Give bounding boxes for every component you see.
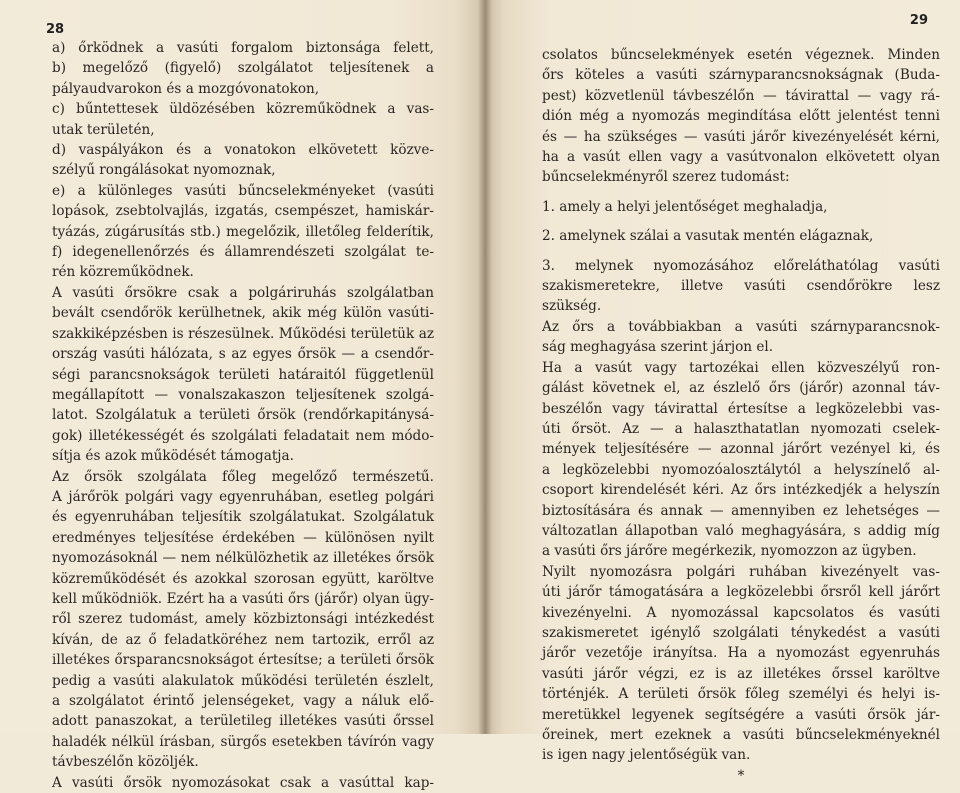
text-line: változatlan állapotban való meghagyására, s addig míg <box>542 522 940 539</box>
text-line: szakismeretekre, illetve vasúti csendőrökre lesz <box>542 278 940 295</box>
text-line: illetékes őrsparancsnokságot értesítse; a területi őrsök <box>52 652 434 669</box>
text-line: bevált csendőrök kerülhetnek, akik még külön vasúti- <box>52 305 434 322</box>
text-line: pályaudvarokon és a mozgóvonatokon, <box>52 80 320 97</box>
text-line: a szolgálatot érintő jelenségeket, vagy a náluk elő- <box>52 693 434 709</box>
text-line: is igen nagy jelentőségük van. <box>542 747 751 764</box>
text-line: a vasúti őrs járőre megérkezik, nyomozzon az ügyben. <box>542 543 917 560</box>
text-line: nyomozásoknál — nem nélkülözhetik az illetékes őrsök <box>52 550 434 567</box>
text-line: eredményes teljesítése érdekében — különösen nyilt <box>52 529 434 546</box>
text-line: e) a különleges vasúti bűncselekményeket (vasúti <box>52 182 434 199</box>
text-line: csolatos bűncselekmények esetén végeznek. Minden <box>542 47 940 63</box>
text-line: b) megelőző (figyelő) szolgálatot teljesítenek a <box>52 60 434 77</box>
text-line: c) bűntettesek üldözésében közreműködnek a vas- <box>52 101 434 118</box>
text-line: távbeszélőn közöljék. <box>52 754 199 771</box>
text-line: ha a vasút ellen vagy a vasútvonalon elkövetett olyan <box>542 149 940 166</box>
text-line: szakismeretet igénylő szolgálati ténykedést a vasúti <box>542 624 940 641</box>
page-number: 29 <box>909 13 928 28</box>
spacer <box>542 188 940 197</box>
text-line: dión még a nyomozás megindítása előtt jelentést tenni <box>542 108 940 125</box>
text-line: A vasúti őrsökre csak a polgáriruhás szolgálatban <box>52 284 434 301</box>
text-line: úti őrsöt. Az — a halaszthatatlan nyomozati cselek- <box>542 420 940 437</box>
right-page-text <box>542 45 940 786</box>
text-line: őrs köteles a vasúti szárnyparancsnokságnak (Buda- <box>542 67 940 84</box>
text-line: f) idegenellenőrzés és államrendészeti szolgálat te- <box>52 244 434 261</box>
text-line: d) vaspályákon és a vonatokon elkövetett közve- <box>52 142 434 159</box>
text-line: A vasúti őrsök nyomozásokat csak a vasúttal kap- <box>52 774 434 791</box>
text-line: kíván, de az ő feladatköréhez nem tartozik, erről az <box>52 631 434 648</box>
text-line: bűncselekményről szerez tudomást: <box>542 169 790 186</box>
text-line: 1. amely a helyi jelentőséget meghaladja, <box>542 198 828 215</box>
text-line: latot. Szolgálatuk a területi őrsök (rendőrkapitánysá- <box>52 407 434 424</box>
text-line: Az őrsök szolgálata főleg megelőző természetű. <box>52 468 434 485</box>
text-line: közreműködését és azokkal szorosan együtt, karöltve <box>52 570 434 587</box>
text-line: gálást követnek el, az észlelő őrs (járőr) azonnal táv- <box>542 380 940 397</box>
text-line: úti járőr támogatására a legközelebbi őrsről kell járőrt <box>542 584 940 601</box>
text-line: szélyű rongálásokat nyomoznak, <box>52 162 276 179</box>
text-line: ország vasúti hálózata, s az egyes őrsök — a csendőr- <box>52 346 434 363</box>
text-line: tyázás, zúgárusítás stb.) megelőzik, illetőleg felderítik, <box>52 223 434 240</box>
text-line: szakkiképzésben is részesülnek. Működési területük az <box>52 325 434 342</box>
text-line: kivezényelni. A nyomozással kapcsolatos és vasúti <box>542 604 940 621</box>
text-line: pedig a vasúti alakulatok működési területén észlelt, <box>52 672 434 689</box>
text-line: Nyilt nyomozásra polgári ruhában kivezényelt vas- <box>542 563 940 580</box>
left-page-text <box>52 38 434 793</box>
text-line: a) őrködnek a vasúti forgalom biztonsága felett, <box>52 40 434 56</box>
text-line: megállapított — vonalszakaszon teljesítenek szolgá- <box>52 386 434 403</box>
text-line: kell működniök. Ezért ha a vasúti őrs (járőr) olyan ügy- <box>52 590 434 607</box>
text-line: meretükkel legyenek segítségére a vasúti őrsök jár- <box>542 706 940 723</box>
text-line: gok) illetékességét és szolgálati feladatait nem módo- <box>52 427 434 444</box>
text-line: Az őrs a továbbiakban a vasúti szárnyparancsnok- <box>542 318 940 335</box>
text-line: és — ha szükséges — vasúti járőr kivezényelését kérni, <box>542 128 940 145</box>
text-line: haladék nélkül írásban, sürgős esetekben távírón vagy <box>52 733 434 750</box>
right-page <box>485 0 960 784</box>
text-line: beszélőn vagy távirattal értesítse a legközelebbi vas- <box>542 400 940 417</box>
text-line: 2. amelynek szálai a vasutak mentén elágaznak, <box>542 228 874 245</box>
text-line: adott panaszokat, a területileg illetékes vasúti őrssel <box>52 713 434 730</box>
text-line: csoport kirendelését kéri. Az őrs intézkedjék a helyszín <box>542 482 940 499</box>
book-gutter <box>478 0 492 734</box>
text-line: 3. melynek nyomozásához előreláthatólag vasúti <box>542 257 940 274</box>
text-line: ság meghagyása szerint járjon el. <box>542 339 774 356</box>
text-line: pest) közvetlenül távbeszélőn — távirattal — vagy rá- <box>542 87 940 104</box>
text-line: sítja és azok működését támogatja. <box>52 448 294 465</box>
spacer <box>542 217 940 226</box>
text-line: mények teljesítésére — azonnal járőrt vezényel ki, és <box>542 441 940 458</box>
page-number: 28 <box>46 22 65 37</box>
text-line: ről szerez tudomást, amely közbiztonsági intézkedést <box>52 611 434 628</box>
text-line: járőr vezetője irányítsa. Ha a nyomozást egyenruhás <box>542 645 940 662</box>
text-line: a legközelebbi nyomozóalosztálytól a helyszínelő al- <box>542 461 940 478</box>
text-line: biztosítására és annak — amennyiben ez lehetséges — <box>542 502 940 519</box>
text-line: őreinek, mert ezeknek a vasúti bűncselekményeknél <box>542 727 940 743</box>
text-line: rén közreműködnek. <box>52 264 194 281</box>
text-line: szükség. <box>542 298 602 315</box>
text-line: A járőrök polgári vagy egyenruhában, esetleg polgári <box>52 488 434 505</box>
text-line: történjék. A területi őrsök főleg személyi és helyi is- <box>542 686 940 703</box>
text-line: és egyenruhában teljesítik szolgálatukat. Szolgálatuk <box>52 509 434 526</box>
text-line: utak területén, <box>52 121 155 138</box>
text-line: * <box>737 767 745 784</box>
text-line: vasúti járőr végzi, ez is az illetékes őrssel karöltve <box>542 665 940 682</box>
text-line: Ha a vasút vagy tartozékai ellen közveszélyű ron- <box>542 359 940 376</box>
spacer <box>542 247 940 256</box>
text-line: ségi parancsnokságok területi határaitól függetlenül <box>52 366 434 383</box>
text-line: lopások, zsebtolvajlás, izgatás, csempészet, hamiskár- <box>52 203 434 220</box>
